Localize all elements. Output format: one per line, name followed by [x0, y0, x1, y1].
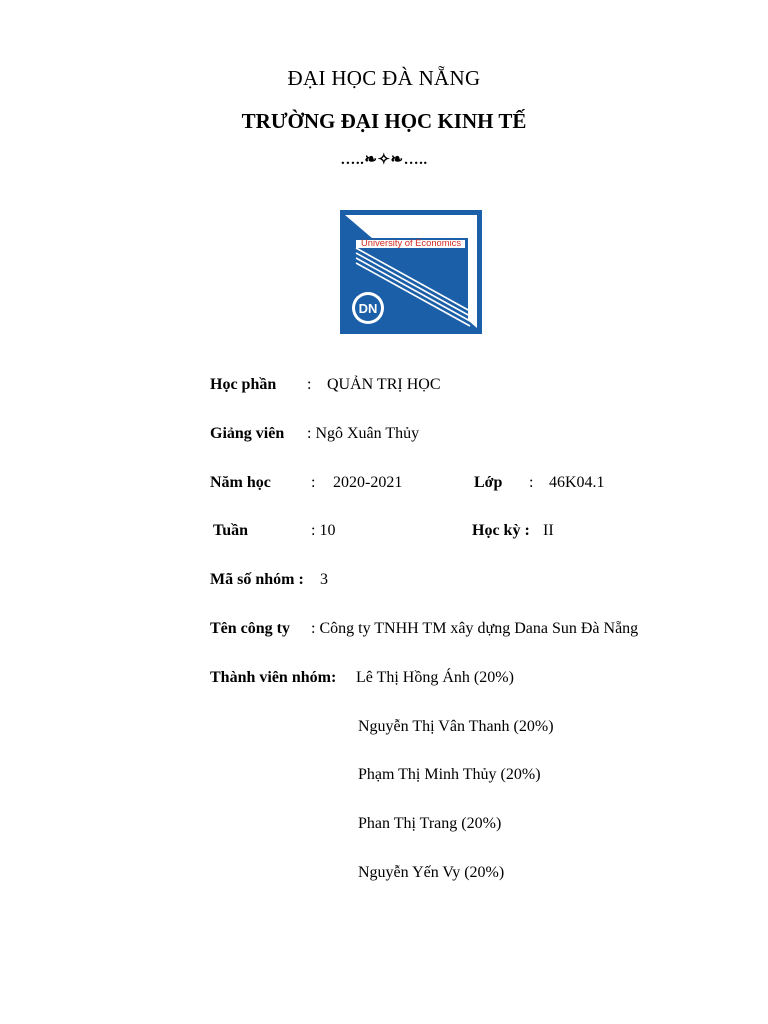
university-logo	[340, 210, 482, 334]
class-label: Lớp	[474, 474, 503, 491]
class-colon: :	[529, 474, 534, 491]
member-item: Nguyễn Thị Vân Thanh (20%)	[358, 718, 554, 735]
school-year-value: 2020-2021	[333, 474, 403, 491]
course-colon: :	[307, 376, 312, 393]
lecturer-value: : Ngô Xuân Thủy	[307, 425, 420, 442]
semester-label: Học kỳ :	[472, 522, 530, 539]
university-name: ĐẠI HỌC ĐÀ NẴNG	[287, 66, 481, 90]
school-year-colon: :	[311, 474, 316, 491]
group-id-label: Mã số nhóm :	[210, 571, 304, 588]
school-name: TRƯỜNG ĐẠI HỌC KINH TẾ	[241, 109, 527, 133]
member-item: Lê Thị Hồng Ánh (20%)	[356, 669, 514, 686]
week-value: : 10	[311, 522, 336, 539]
members-label: Thành viên nhóm:	[210, 669, 337, 686]
course-value: QUẢN TRỊ HỌC	[327, 376, 441, 393]
class-value: 46K04.1	[549, 474, 605, 491]
ornament-divider: …..❧✧❧…..	[340, 152, 428, 168]
semester-value: II	[543, 522, 554, 539]
school-year-label: Năm học	[210, 474, 271, 491]
member-item: Nguyễn Yến Vy (20%)	[358, 864, 505, 881]
company-value: : Công ty TNHH TM xây dựng Dana Sun Đà Nẵng	[311, 620, 639, 637]
group-id-value: 3	[320, 571, 328, 588]
course-label-text: Học phần	[210, 376, 277, 393]
lecturer-label: Giảng viên	[210, 425, 285, 442]
week-label: Tuần	[213, 522, 248, 539]
logo-monogram: DN	[358, 301, 378, 316]
member-item: Phạm Thị Minh Thủy (20%)	[358, 766, 541, 783]
company-label: Tên công ty	[210, 620, 290, 637]
member-item: Phan Thị Trang (20%)	[358, 815, 502, 832]
logo-text: University of Economics	[361, 237, 462, 248]
